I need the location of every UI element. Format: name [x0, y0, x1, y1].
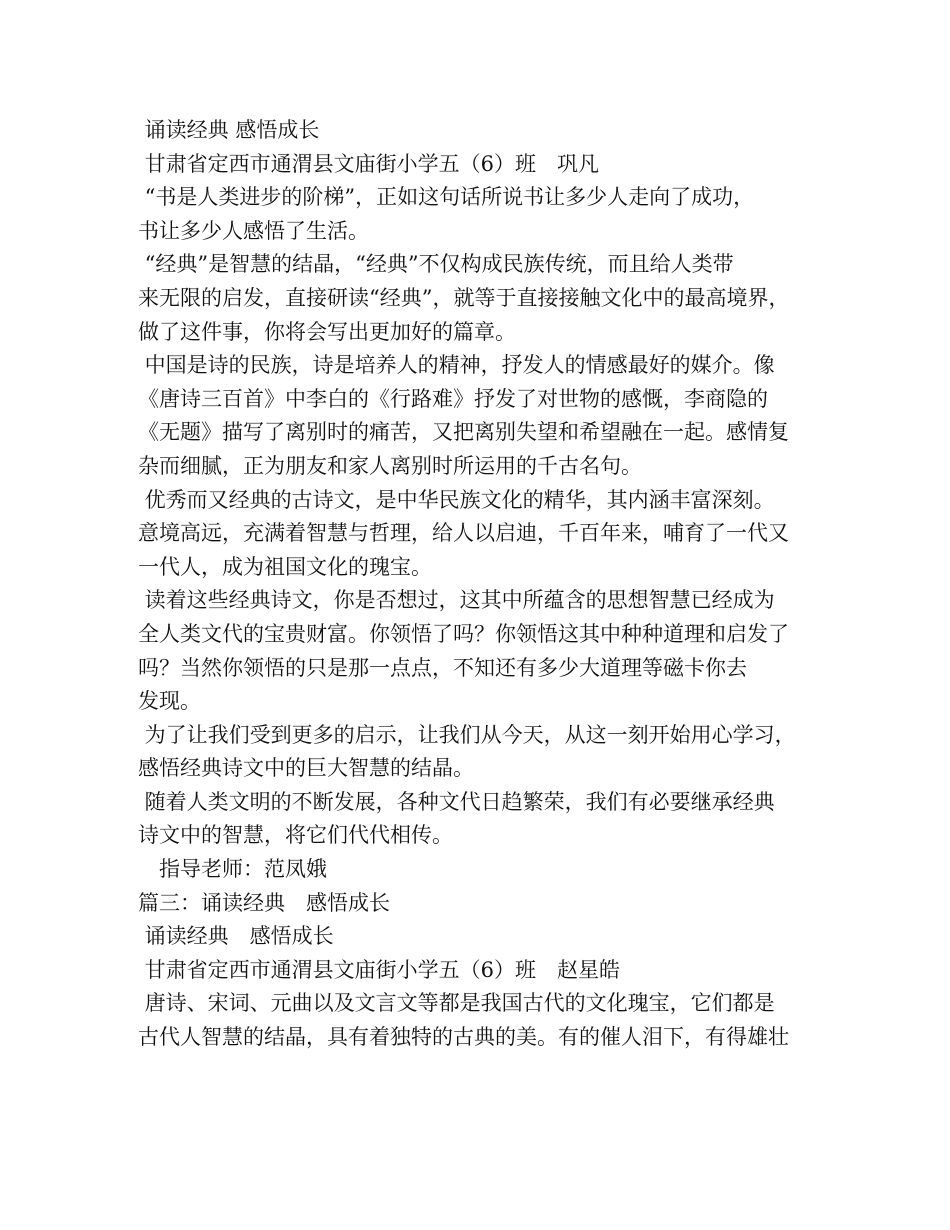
text-line: 吗？当然你领悟的只是那一点点，不知还有多少大道理等磁卡你去 [138, 655, 747, 680]
text-line: 杂而细腻，正为朋友和家人离别时所运用的千古名句。 [138, 453, 642, 478]
text-line: 古代人智慧的结晶，具有着独特的古典的美。有的催人泪下，有得雄壮 [138, 1025, 789, 1050]
text-line: 感悟经典诗文中的巨大智慧的结晶。 [138, 756, 474, 781]
text-line: 唐诗、宋词、元曲以及文言文等都是我国古代的文化瑰宝，它们都是 [138, 991, 775, 1016]
text-line: 一代人，成为祖国文化的瑰宝。 [138, 554, 432, 579]
text-line: 意境高远，充满着智慧与哲理，给人以启迪，千百年来，哺育了一代又 [138, 521, 789, 546]
text-line: 为了让我们受到更多的启示，让我们从今天，从这一刻开始用心学习， [138, 722, 796, 747]
section-heading: 篇三：诵读经典 感悟成长 [138, 890, 390, 915]
text-line: 读着这些经典诗文，你是否想过，这其中所蕴含的思想智慧已经成为 [138, 588, 775, 613]
text-line: 来无限的启发，直接研读“经典”，就等于直接接触文化中的最高境界， [138, 285, 790, 310]
text-line: 随着人类文明的不断发展，各种文代日趋繁荣，我们有必要继承经典 [138, 789, 775, 814]
essay-title-1: 诵读经典 感悟成长 [138, 118, 320, 142]
text-line: 发现。 [138, 689, 201, 714]
text-line: 全人类文代的宝贵财富。你领悟了吗？你领悟这其中种种道理和启发了 [138, 621, 789, 646]
text-line: 诗文中的智慧，将它们代代相传。 [138, 823, 453, 848]
text-line: 优秀而又经典的古诗文，是中华民族文化的精华，其内涵丰富深刻。 [138, 487, 775, 512]
text-line: 做了这件事，你将会写出更加好的篇章。 [138, 319, 516, 344]
essay-title-2: 诵读经典 感悟成长 [138, 924, 334, 949]
text-line: 《无题》描写了离别时的痛苦，又把离别失望和希望融在一起。感情复 [138, 420, 789, 445]
text-line: 中国是诗的民族，诗是培养人的精神，抒发人的情感最好的媒介。像 [138, 353, 775, 378]
text-line: 《唐诗三百首》中李白的《行路难》抒发了对世物的感慨，李商隐的 [138, 386, 768, 411]
author-line-2: 甘肃省定西市通渭县文庙街小学五（6）班 赵星皓 [138, 957, 621, 982]
teacher-line: 指导老师：范凤娥 [138, 857, 327, 882]
text-line: “经典”是智慧的结晶，“经典”不仅构成民族传统，而且给人类带 [138, 252, 734, 277]
text-line: 书让多少人感悟了生活。 [138, 218, 369, 243]
text-line: “书是人类进步的阶梯”，正如这句话所说书让多少人走向了成功， [138, 185, 755, 210]
author-line-1: 甘肃省定西市通渭县文庙街小学五（6）班 巩凡 [138, 151, 600, 176]
document-text [138, 114, 828, 1055]
